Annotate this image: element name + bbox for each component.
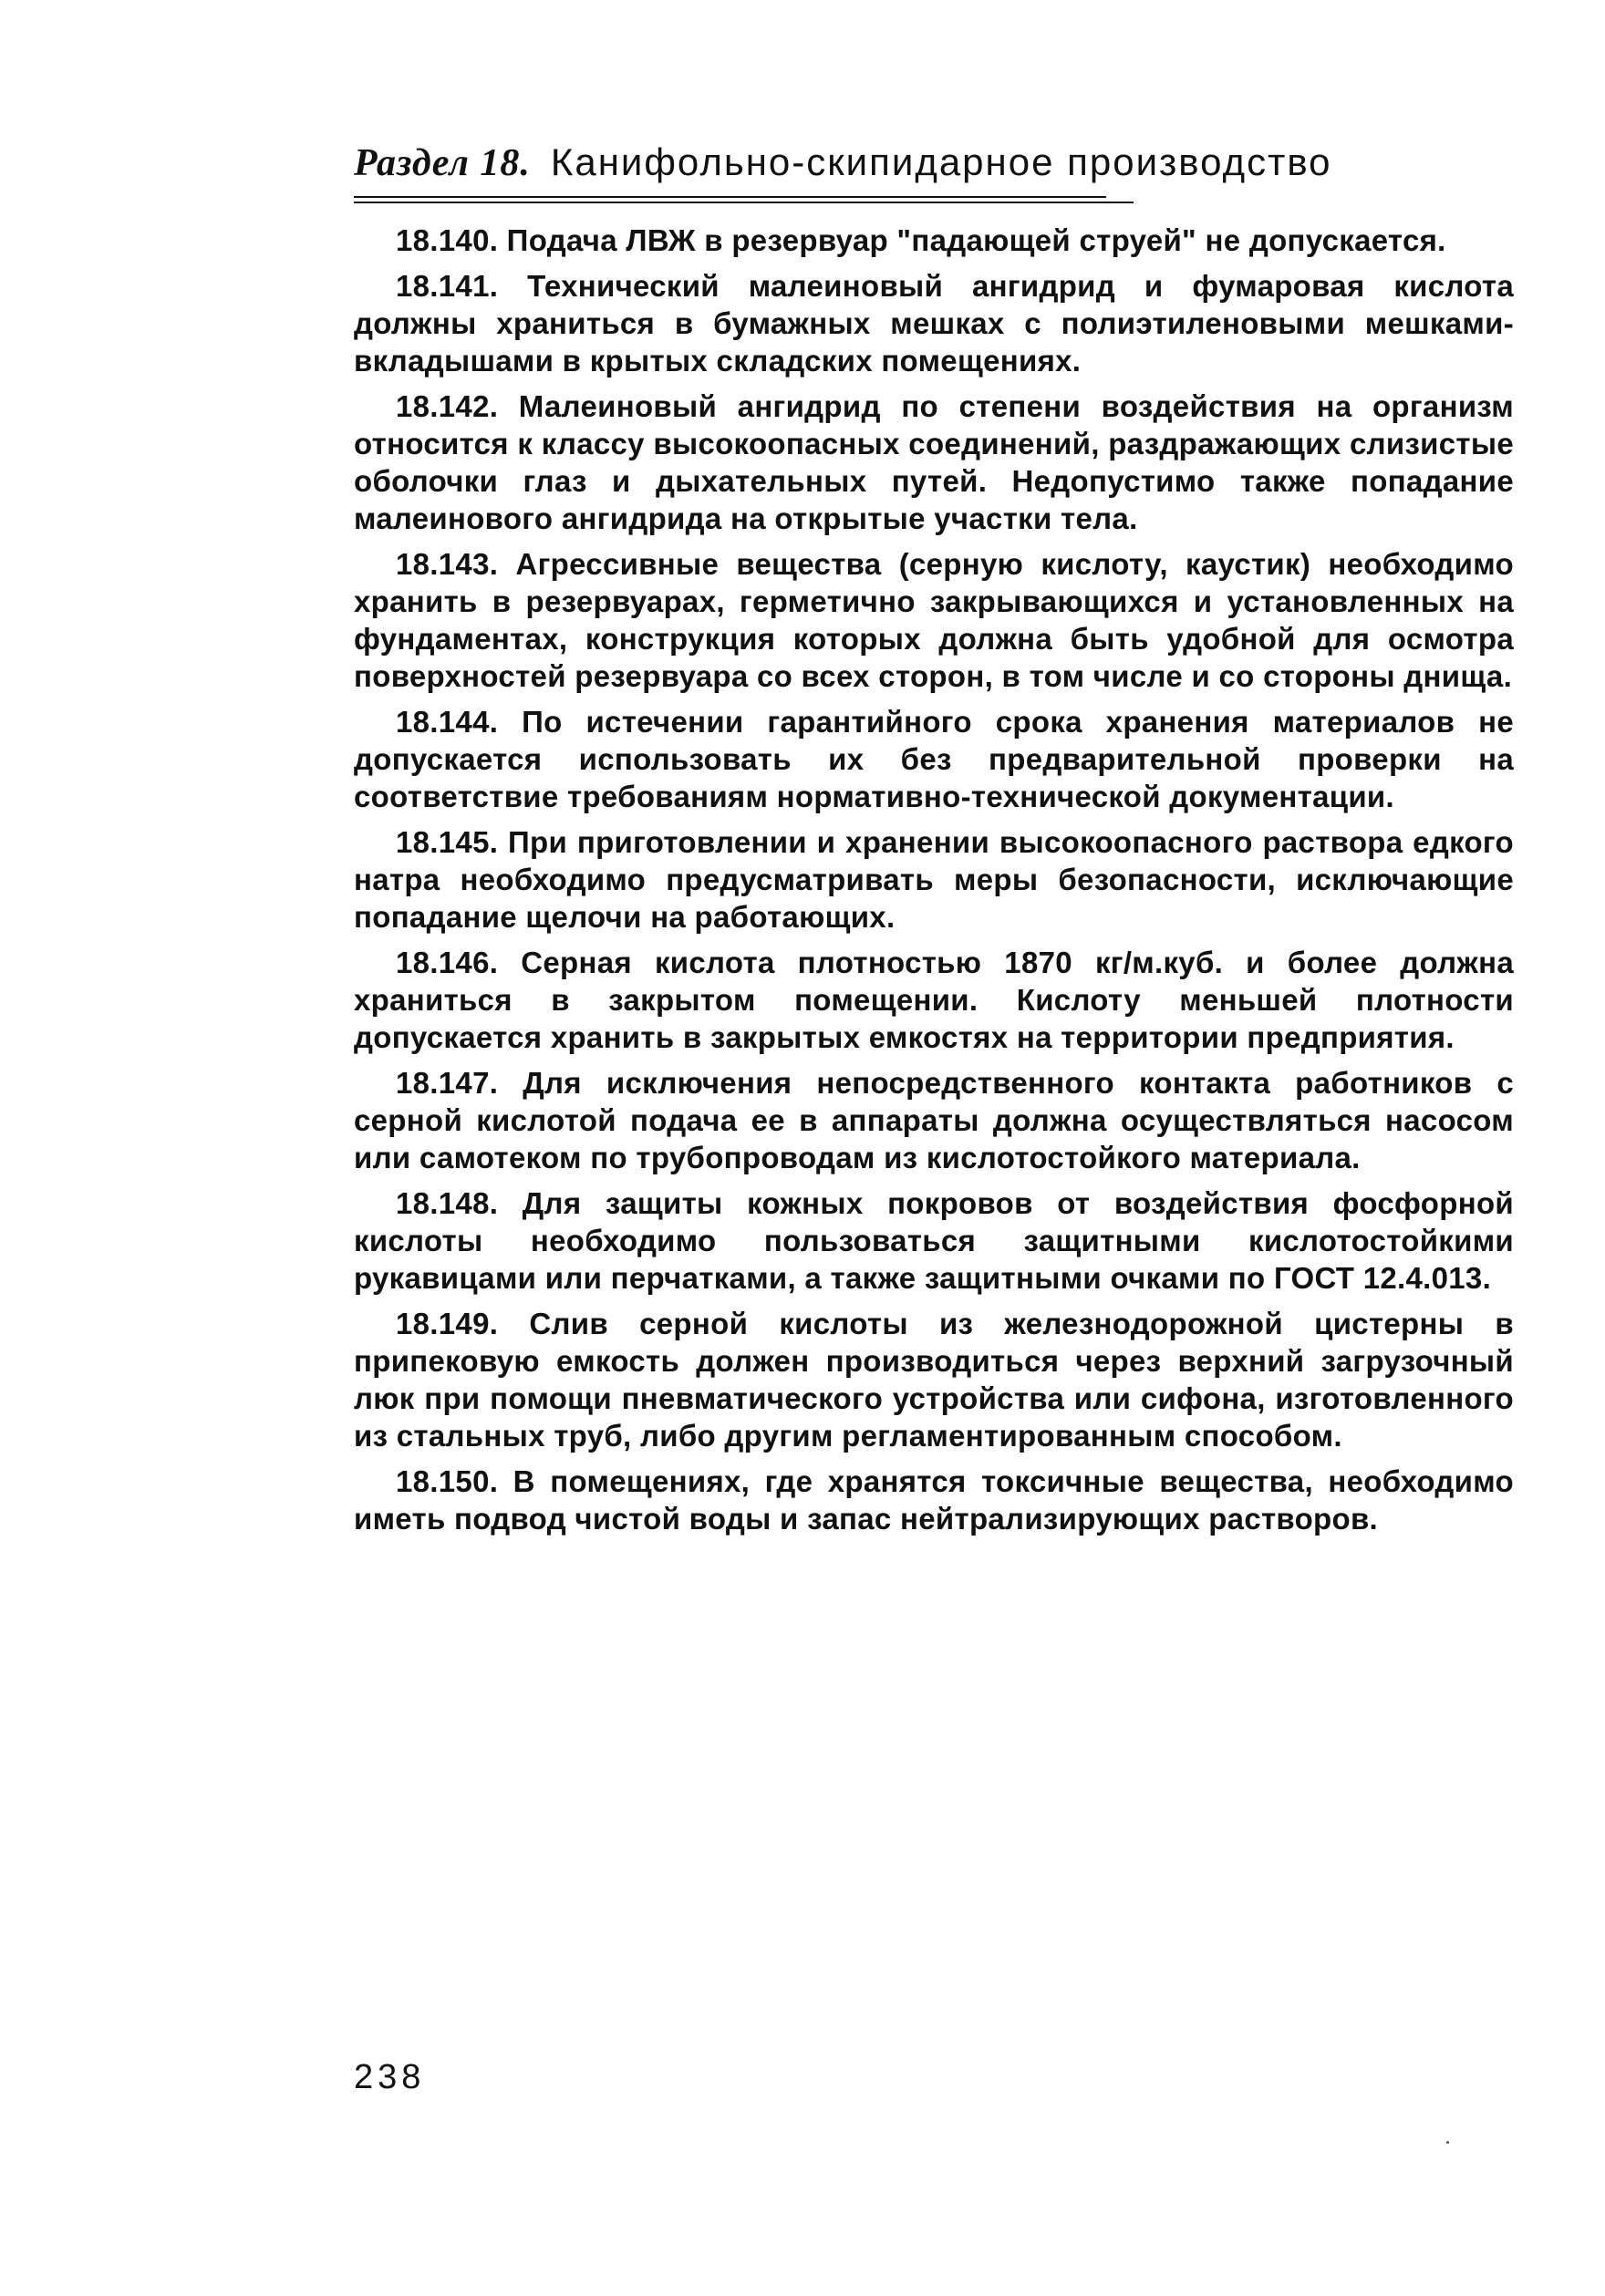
paragraph-18-144: 18.144. По истечении гарантийного срока хранения материалов не допускается использовать их без предварительной проверки на соответствие требованиям нормативно-технической документации.: [354, 705, 1514, 813]
paragraph-18-143: 18.143. Агрессивные вещества (серную кислоту, каустик) необходимо хранить в резервуарах, герметично закрывающихся и установленных на фундаментах, конструкция которых должна быть удобной для осмотра поверхностей резервуара со всех сторон, в том числе и со стороны днища.: [354, 547, 1514, 693]
running-header: [354, 137, 1448, 198]
section-title: Канифольно-скипидарное производство: [550, 140, 1332, 183]
paragraph-18-147: 18.147. Для исключения непосредственного контакта работников с серной кислотой подача ее в аппараты должна осуществляться насосом или самотеком по трубопроводам из кислотостойкого материала.: [354, 1066, 1514, 1174]
paragraph-18-145: 18.145. При приготовлении и хранении высокоопасного раствора едкого натра необходимо предусматривать меры безопасности, исключающие попадание щелочи на работающих.: [354, 825, 1514, 934]
paragraph-18-146: 18.146. Серная кислота плотностью 1870 кг/м.куб. и более должна храниться в закрытом помещении. Кислоту меньшей плотности допускается хранить в закрытых емкостях на территории предприятия.: [354, 946, 1514, 1054]
paragraph-18-149: 18.149. Слив серной кислоты из железнодорожной цистерны в припековую емкость должен производиться через верхний загрузочный люк при помощи пневматического устройства или сифона, изготовленного из стальных труб, либо другим регламентированным способом.: [354, 1307, 1514, 1453]
paragraph-18-140: 18.140. Подача ЛВЖ в резервуар "падающей струей" не допускается.: [396, 223, 1446, 257]
header-rule: [354, 196, 1106, 198]
paragraph-18-150: 18.150. В помещениях, где хранятся токсичные вещества, необходимо иметь подвод чистой воды и запас нейтрализирующих растворов.: [354, 1464, 1514, 1536]
scan-speck: [1446, 2141, 1449, 2144]
paragraph-18-148: 18.148. Для защиты кожных покровов от воздействия фосфорной кислоты необходимо пользоваться защитными кислотостойкими рукавицами или перчатками, а также защитными очками по ГОСТ 12.4.013.: [354, 1186, 1514, 1295]
section-label: Раздел 18.: [354, 142, 531, 184]
header-rule-lower: [354, 202, 1134, 203]
page: [354, 137, 1514, 1546]
body-text: [354, 222, 1514, 1537]
paragraph-18-142: 18.142. Малеиновый ангидрид по степени воздействия на организм относится к классу высокоопасных соединений, раздражающих слизистые оболочки глаз и дыхательных путей. Недопустимо также попадание малеинового ангидрида на открытые участки тела.: [354, 389, 1514, 535]
paragraph-18-141: 18.141. Технический малеиновый ангидрид и фумаровая кислота должны храниться в бумажных мешках с полиэтиленовыми мешками-вкладышами в крытых складских помещениях.: [354, 269, 1514, 377]
page-number: 238: [354, 2058, 426, 2096]
